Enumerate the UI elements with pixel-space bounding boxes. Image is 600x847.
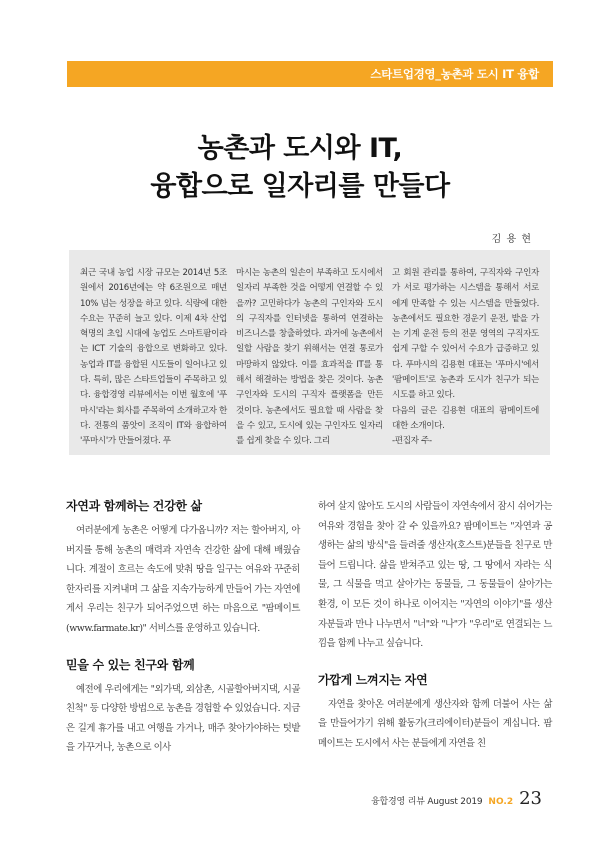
editor-note: -편집자 주- (392, 436, 432, 447)
section-text-2: 예전에 우리에게는 "외가댁, 외삼촌, 시골할아버지댁, 시골친척" 등 다양한 방법으로 농촌을 경험할 수 있었습니다. 지금은 길게 휴가를 내고 여행을 가거나, 매주 찾아가야하는 텃밭을 가꾸거나, 농촌으로 이사 (66, 683, 300, 754)
section-category: 스타트업경영_농촌과 도시 IT 융합 (370, 67, 539, 81)
author-name: 김 용 현 (491, 234, 532, 245)
editor-summary-box (69, 250, 550, 455)
section-heading-1: 자연과 함께하는 건강한 삶 (66, 499, 202, 513)
title-line-1: 농촌과 도시와 IT, (197, 133, 403, 164)
section-text-2-continued: 하여 살지 않아도 도시의 사람들이 자연속에서 잠시 쉬어가는 여유와 경험을 찾아 갈 수 있을까요? 팜메이트는 "자연과 공생하는 삶의 방식"을 들려줄 생산자(호스트)분들을 친구로 만들어 드립니다. 삶을 받쳐주고 있는 땅, 그 땅에서 자라는 식물, 그 식물을 먹고 살아가는 동물들, 그 동물들이 살아가는 환경, 이 모든 것이 하나로 이어지는 "자연의 이야기"를 생산자분들과 만나 나누면서 "너"와 "나"가 "우리"로 연결되는 느낌을 함께 나누고 싶습니다. (318, 501, 552, 650)
magazine-name: 융합경영 리뷰 August 2019 (371, 797, 483, 807)
section-header-bar (67, 61, 553, 87)
page-footer (371, 788, 542, 809)
body-column-right (318, 497, 552, 758)
body-column-left (66, 497, 300, 758)
summary-text-3b: 다음의 글은 김용현 대표의 팜메이트에 대한 소개이다. (392, 405, 539, 431)
page-number: 23 (519, 788, 542, 809)
summary-text-2: 마시는 농촌의 일손이 부족하고 도시에서 일자리 부족한 것을 어떻게 연결할 수 있을까? 고민하다가 농촌의 구인자와 도시의 구직자를 인터넷을 통하여 연결하는 비즈니스를 창출하였다. 과거에 농촌에서 일할 사람을 찾기 위해서는 연결 통로가 마땅하지 않았다. 이를 효과적을 IT를 통해서 해결하는 방법을 찾은 것이다. 농촌 구인자와 도시의 구직자 플랫폼을 만든 것이다. 농촌에서도 필요할 때 사람을 찾을 수 있고, 도시에 있는 구인자도 일자리를 쉽게 찾을 수 있다. 그리 (236, 268, 383, 447)
summary-text-3: 고 회원 관리를 통하여, 구직자와 구인자가 서로 평가하는 시스템을 통해서 서로에게 만족할 수 있는 시스템을 만들었다. 농촌에서도 필요한 경운기 운전, 밭을 가는 기계 운전 등의 전문 영역의 구직자도 쉽게 구할 수 있어서 수요가 급증하고 있다. 푸마시의 김용현 대표는 '푸마시'에서 '팜메이트'로 농촌과 도시가 친구가 되는 시도를 하고 있다. (392, 268, 539, 401)
summary-column-3 (392, 266, 539, 455)
section-text-3: 자연을 찾아온 여러분에게 생산자와 함께 더불어 사는 삶을 만들어가기 위해 활동가(크리에이터)분들이 계십니다. 팜메이트는 도시에서 사는 분들에게 자연을 친 (318, 698, 552, 749)
summary-column-1 (80, 266, 227, 455)
summary-column-2 (236, 266, 383, 455)
issue-number: NO.2 (488, 797, 514, 807)
title-line-2: 융합으로 일자리를 만들다 (150, 171, 450, 202)
section-text-1: 여러분에게 농촌은 어떻게 다가옵니까? 저는 할아버지, 아버지를 통해 농촌의 매력과 자연속 건강한 삶에 대해 배웠습니다. 계절이 흐르는 속도에 맞춰 땅을 일구는 여유와 꾸준히 한자리를 지켜내며 그 삶을 지속가능하게 만들어 가는 자연에게서 우리는 친구가 되어주었으면 하는 마음으로 "팜메이트(www.farmate.kr)" 서비스를 운영하고 있습니다. (66, 525, 300, 634)
section-heading-3: 가깝게 느껴지는 자연 (318, 672, 428, 687)
summary-text-1: 최근 국내 농업 시장 규모는 2014년 5조원에서 2016년에는 약 6조원으로 매년 10% 넘는 성장을 하고 있다. 식량에 대한 수요는 꾸준히 늘고 있다. 이제 4차 산업혁명의 초입 시대에 농업도 스마트팜이라는 ICT 기술의 융합으로 변화하고 있다. 농업과 IT를 융합된 시도들이 일어나고 있다. 특히, 많은 스타트업들이 주목하고 있다. 융합경영 리뷰에서는 이번 월호에 '푸마시'라는 회사를 주목하여 소개하고자 한다. 전통의 품앗이 조직이 IT와 융합하여 '푸마시'가 만들어졌다. 푸 (80, 268, 227, 447)
section-heading-2: 믿을 수 있는 친구와 함께 (66, 657, 195, 672)
article-body (66, 497, 552, 758)
article-title (0, 130, 600, 206)
